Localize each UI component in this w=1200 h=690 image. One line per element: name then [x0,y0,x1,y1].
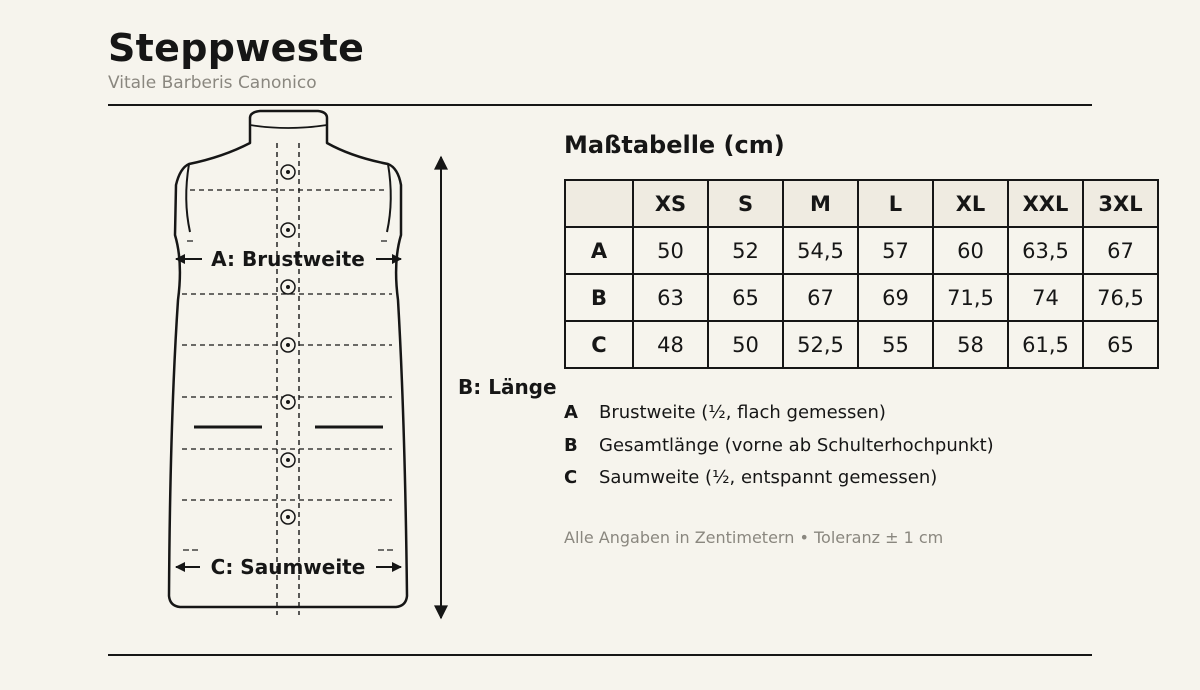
size-table [564,179,1159,369]
table-cell: 52 [708,227,783,274]
legend-key: A [564,402,578,423]
legend-item [564,400,994,433]
row-key: B [565,274,633,321]
table-cell: 67 [783,274,858,321]
table-cell: 74 [1008,274,1083,321]
table-cell: 48 [633,321,708,368]
placket-lines [277,143,299,615]
size-col-header: XL [933,180,1008,227]
table-cell: 65 [1083,321,1158,368]
table-cell: 52,5 [783,321,858,368]
size-col-header: XS [633,180,708,227]
table-cell: 57 [858,227,933,274]
table-cell: 63,5 [1008,227,1083,274]
size-col-header: L [858,180,933,227]
table-row [565,321,1158,368]
table-cell: 67 [1083,227,1158,274]
table-cell: 69 [858,274,933,321]
legend-text: Gesamtlänge (vorne ab Schulterhochpunkt) [599,434,994,456]
legend-text: Brustweite (½, flach gemessen) [599,402,886,423]
legend-item [564,465,994,498]
table-row [565,274,1158,321]
table-cell: 50 [708,321,783,368]
table-cell: 61,5 [1008,321,1083,368]
vest-outline [169,111,407,607]
armhole-right [387,164,391,232]
table-cell: 63 [633,274,708,321]
page-title: Steppweste [108,26,365,70]
table-cell: 55 [858,321,933,368]
armhole-left [186,164,190,232]
footnote: Alle Angaben in Zentimetern • Toleranz ± 1 cm [564,528,944,547]
table-row [565,227,1158,274]
table-cell: 50 [633,227,708,274]
size-col-header: XXL [1008,180,1083,227]
size-header-row [565,180,1158,227]
legend-item [564,433,994,466]
bottom-divider [108,654,1092,656]
size-col-header: 3XL [1083,180,1158,227]
table-cell: 58 [933,321,1008,368]
measurement-legend [564,400,994,498]
table-cell: 76,5 [1083,274,1158,321]
size-col-header: M [783,180,858,227]
row-key: C [565,321,633,368]
table-cell: 54,5 [783,227,858,274]
row-key: A [565,227,633,274]
label-brustweite: A: Brustweite [211,247,365,271]
table-cell: 65 [708,274,783,321]
size-col-header: S [708,180,783,227]
legend-text: Saumweite (½, entspannt gemessen) [599,467,938,488]
corner-cell [565,180,633,227]
size-table-title: Maßtabelle (cm) [564,131,785,159]
table-cell: 60 [933,227,1008,274]
legend-key: B [564,434,578,456]
table-cell: 71,5 [933,274,1008,321]
collar-seam [250,125,327,128]
label-saumweite: C: Saumweite [210,555,366,579]
label-laenge: B: Länge [458,375,557,399]
legend-key: C [564,467,578,488]
brand-name: Vitale Barberis Canonico [108,73,317,93]
